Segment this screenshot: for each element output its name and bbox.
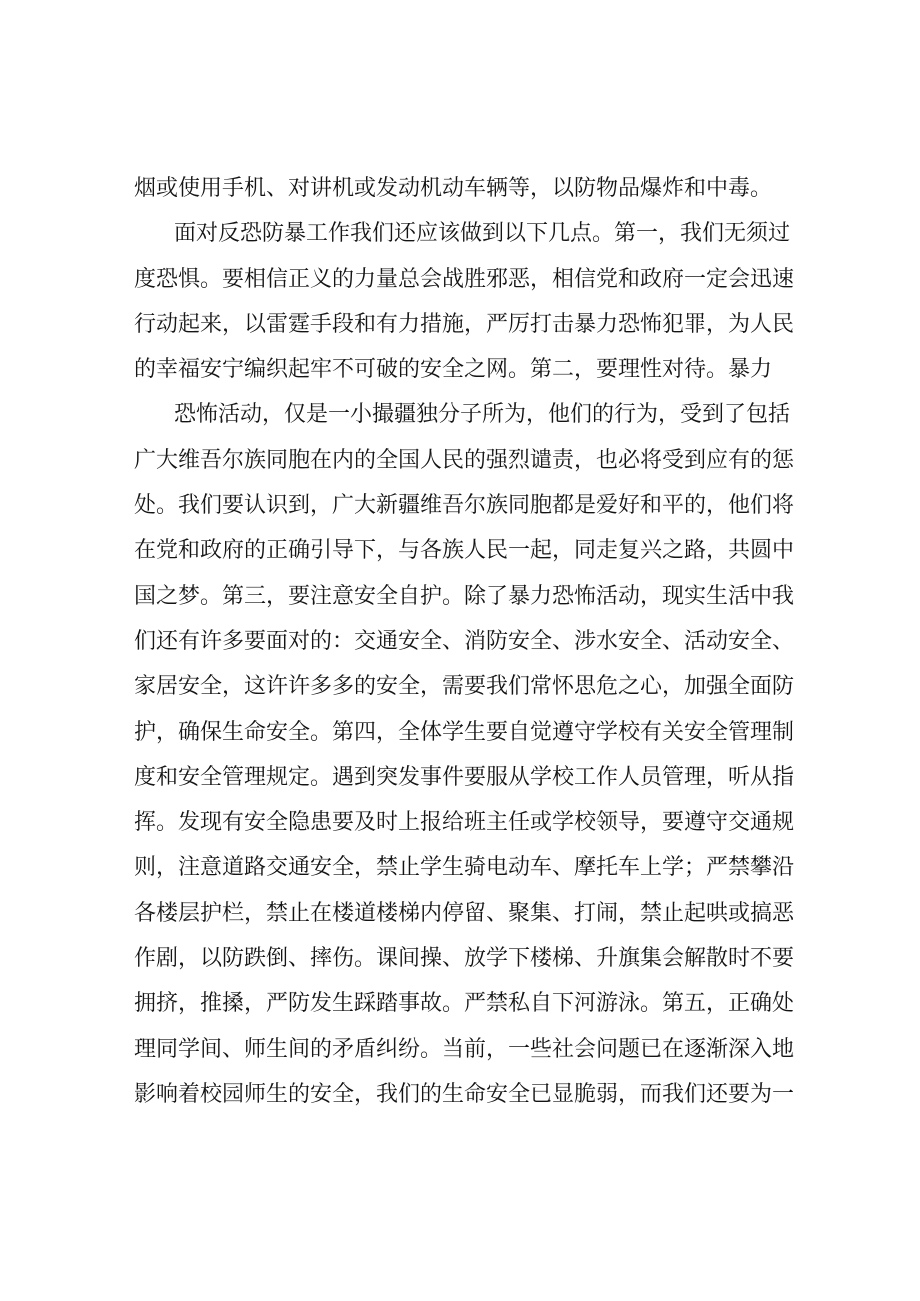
- document-body: [134, 166, 794, 1117]
- text-line: 在党和政府的正确引导下，与各族人民一起，同走复兴之路，共圆中: [134, 538, 795, 564]
- text-line: 护，确保生命安全。第四，全体学生要自觉遵守学校有关安全管理制: [134, 719, 795, 745]
- text-line: 家居安全，这许许多多的安全，需要我们常怀思危之心，加强全面防: [134, 674, 795, 700]
- text-line: 处。我们要认识到，广大新疆维吾尔族同胞都是爱好和平的，他们将: [134, 493, 795, 519]
- text-line: 的幸福安宁编织起牢不可破的安全之网。第二，要理性对待。暴力: [134, 357, 773, 383]
- text-line: 面对反恐防暴工作我们还应该做到以下几点。第一，我们无须过: [174, 221, 791, 247]
- text-line: 度和安全管理规定。遇到突发事件要服从学校工作人员管理，听从指: [134, 764, 795, 790]
- text-line: 广大维吾尔族同胞在内的全国人民的强烈谴责，也必将受到应有的惩: [134, 447, 795, 473]
- text-line: 各楼层护栏，禁止在楼道楼梯内停留、聚集、打闹，禁止起哄或搞恶: [134, 900, 795, 926]
- text-line: 挥。发现有安全隐患要及时上报给班主任或学校领导，要遵守交通规: [134, 810, 795, 836]
- text-line: 拥挤，推搡，严防发生踩踏事故。严禁私自下河游泳。第五，正确处: [134, 991, 795, 1017]
- text-line: 作剧，以防跌倒、摔伤。课间操、放学下楼梯、升旗集会解散时不要: [134, 946, 795, 972]
- text-line: 恐怖活动，仅是一小撮疆独分子所为，他们的行为，受到了包括: [174, 402, 791, 428]
- text-line: 国之梦。第三，要注意安全自护。除了暴力恐怖活动，现实生活中我: [134, 583, 795, 609]
- text-line: 烟或使用手机、对讲机或发动机动车辆等，以防物品爆炸和中毒。: [134, 176, 773, 201]
- text-line: 们还有许多要面对的：交通安全、消防安全、涉水安全、活动安全、: [134, 628, 795, 654]
- text-line: 理同学间、师生间的矛盾纠纷。当前，一些社会问题已在逐渐深入地: [134, 1036, 795, 1062]
- text-line: 行动起来，以雷霆手段和有力措施，严厉打击暴力恐怖犯罪，为人民: [134, 311, 795, 337]
- text-line: 则，注意道路交通安全，禁止学生骑电动车、摩托车上学；严禁攀沿: [134, 855, 795, 881]
- text-line: 影响着校园师生的安全，我们的生命安全已显脆弱，而我们还要为一: [134, 1081, 795, 1107]
- text-line: 度恐惧。要相信正义的力量总会战胜邪恶，相信党和政府一定会迅速: [134, 266, 795, 292]
